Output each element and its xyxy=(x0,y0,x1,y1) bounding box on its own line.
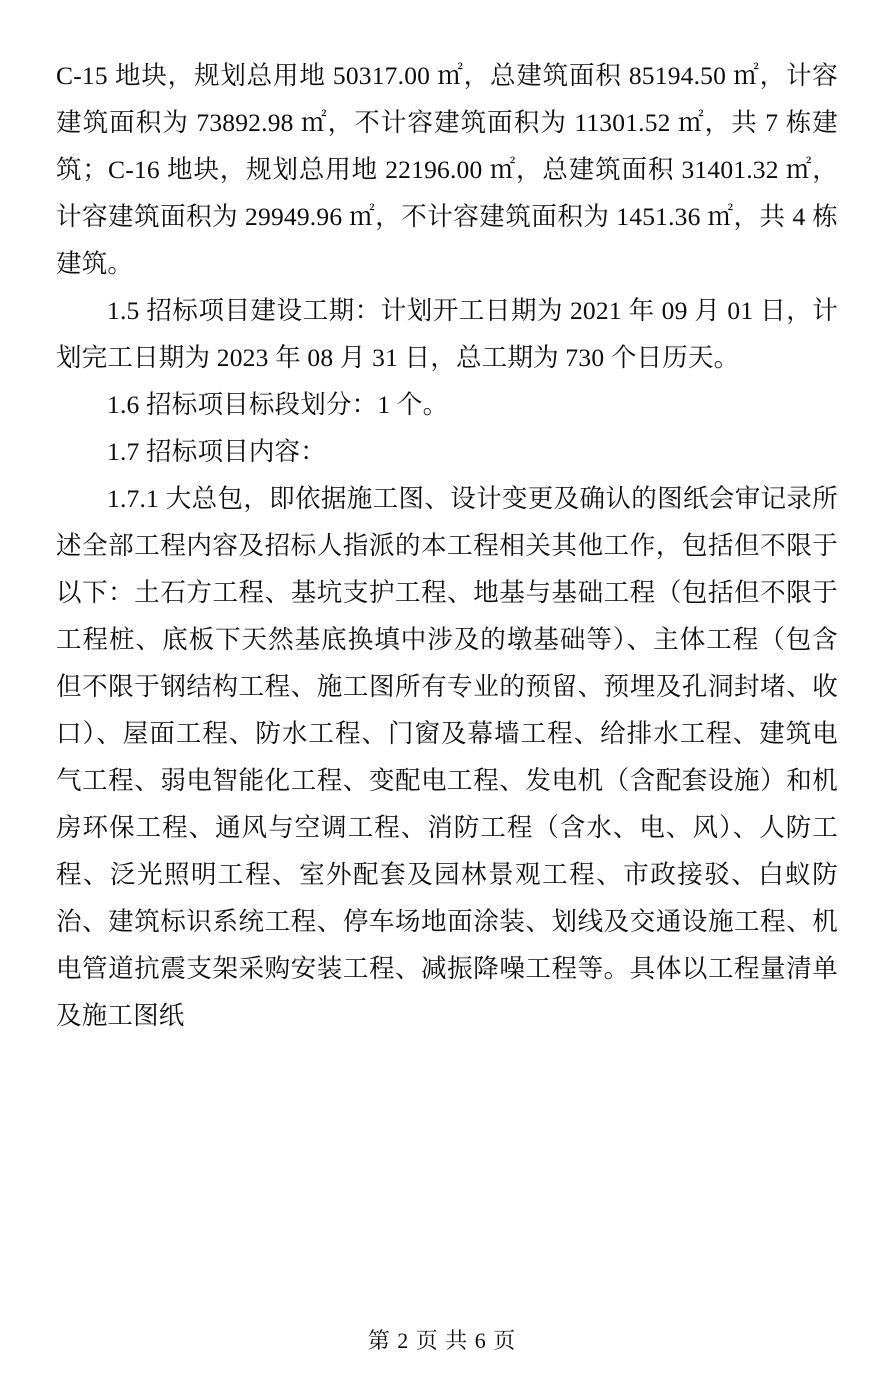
page-footer: 第 2 页 共 6 页 xyxy=(367,1328,517,1353)
paragraph-section-division: 1.6 招标项目标段划分：1 个。 xyxy=(107,390,449,419)
document-body xyxy=(56,52,838,1039)
paragraph-construction-period: 1.5 招标项目建设工期：计划开工日期为 2021 年 09 月 01 日，计划完工日期为 2023 年 08 月 31 日，总工期为 730 个日历天。 xyxy=(56,296,838,372)
paragraph-land-area: C-15 地块，规划总用地 50317.00 ㎡，总建筑面积 85194.50 ㎡，计容建筑面积为 73892.98 ㎡，不计容建筑面积为 11301.52 ㎡，共 7 栋建筑；C-16 地块，规划总用地 22196.00 ㎡，总建筑面积 31401.32 ㎡，计容建筑面积为 29949.96 ㎡，不计容建筑面积为 1451.36 ㎡，共 4 栋建筑。 xyxy=(56,61,838,278)
paragraph-project-content: 1.7 招标项目内容： xyxy=(107,437,326,466)
paragraph-general-contract: 1.7.1 大总包，即依据施工图、设计变更及确认的图纸会审记录所述全部工程内容及招标人指派的本工程相关其他工作，包括但不限于以下：土石方工程、基坑支护工程、地基与基础工程（包括但不限于工程桩、底板下天然基底换填中涉及的墩基础等）、主体工程（包含但不限于钢结构工程、施工图所有专业的预留、预埋及孔洞封堵、收口）、屋面工程、防水工程、门窗及幕墙工程、给排水工程、建筑电气工程、弱电智能化工程、变配电工程、发电机（含配套设施）和机房环保工程、通风与空调工程、消防工程（含水、电、风）、人防工程、泛光照明工程、室外配套及园林景观工程、市政接驳、白蚁防治、建筑标识系统工程、停车场地面涂装、划线及交通设施工程、机电管道抗震支架采购安装工程、减振降噪工程等。具体以工程量清单及施工图纸 xyxy=(56,484,838,1030)
